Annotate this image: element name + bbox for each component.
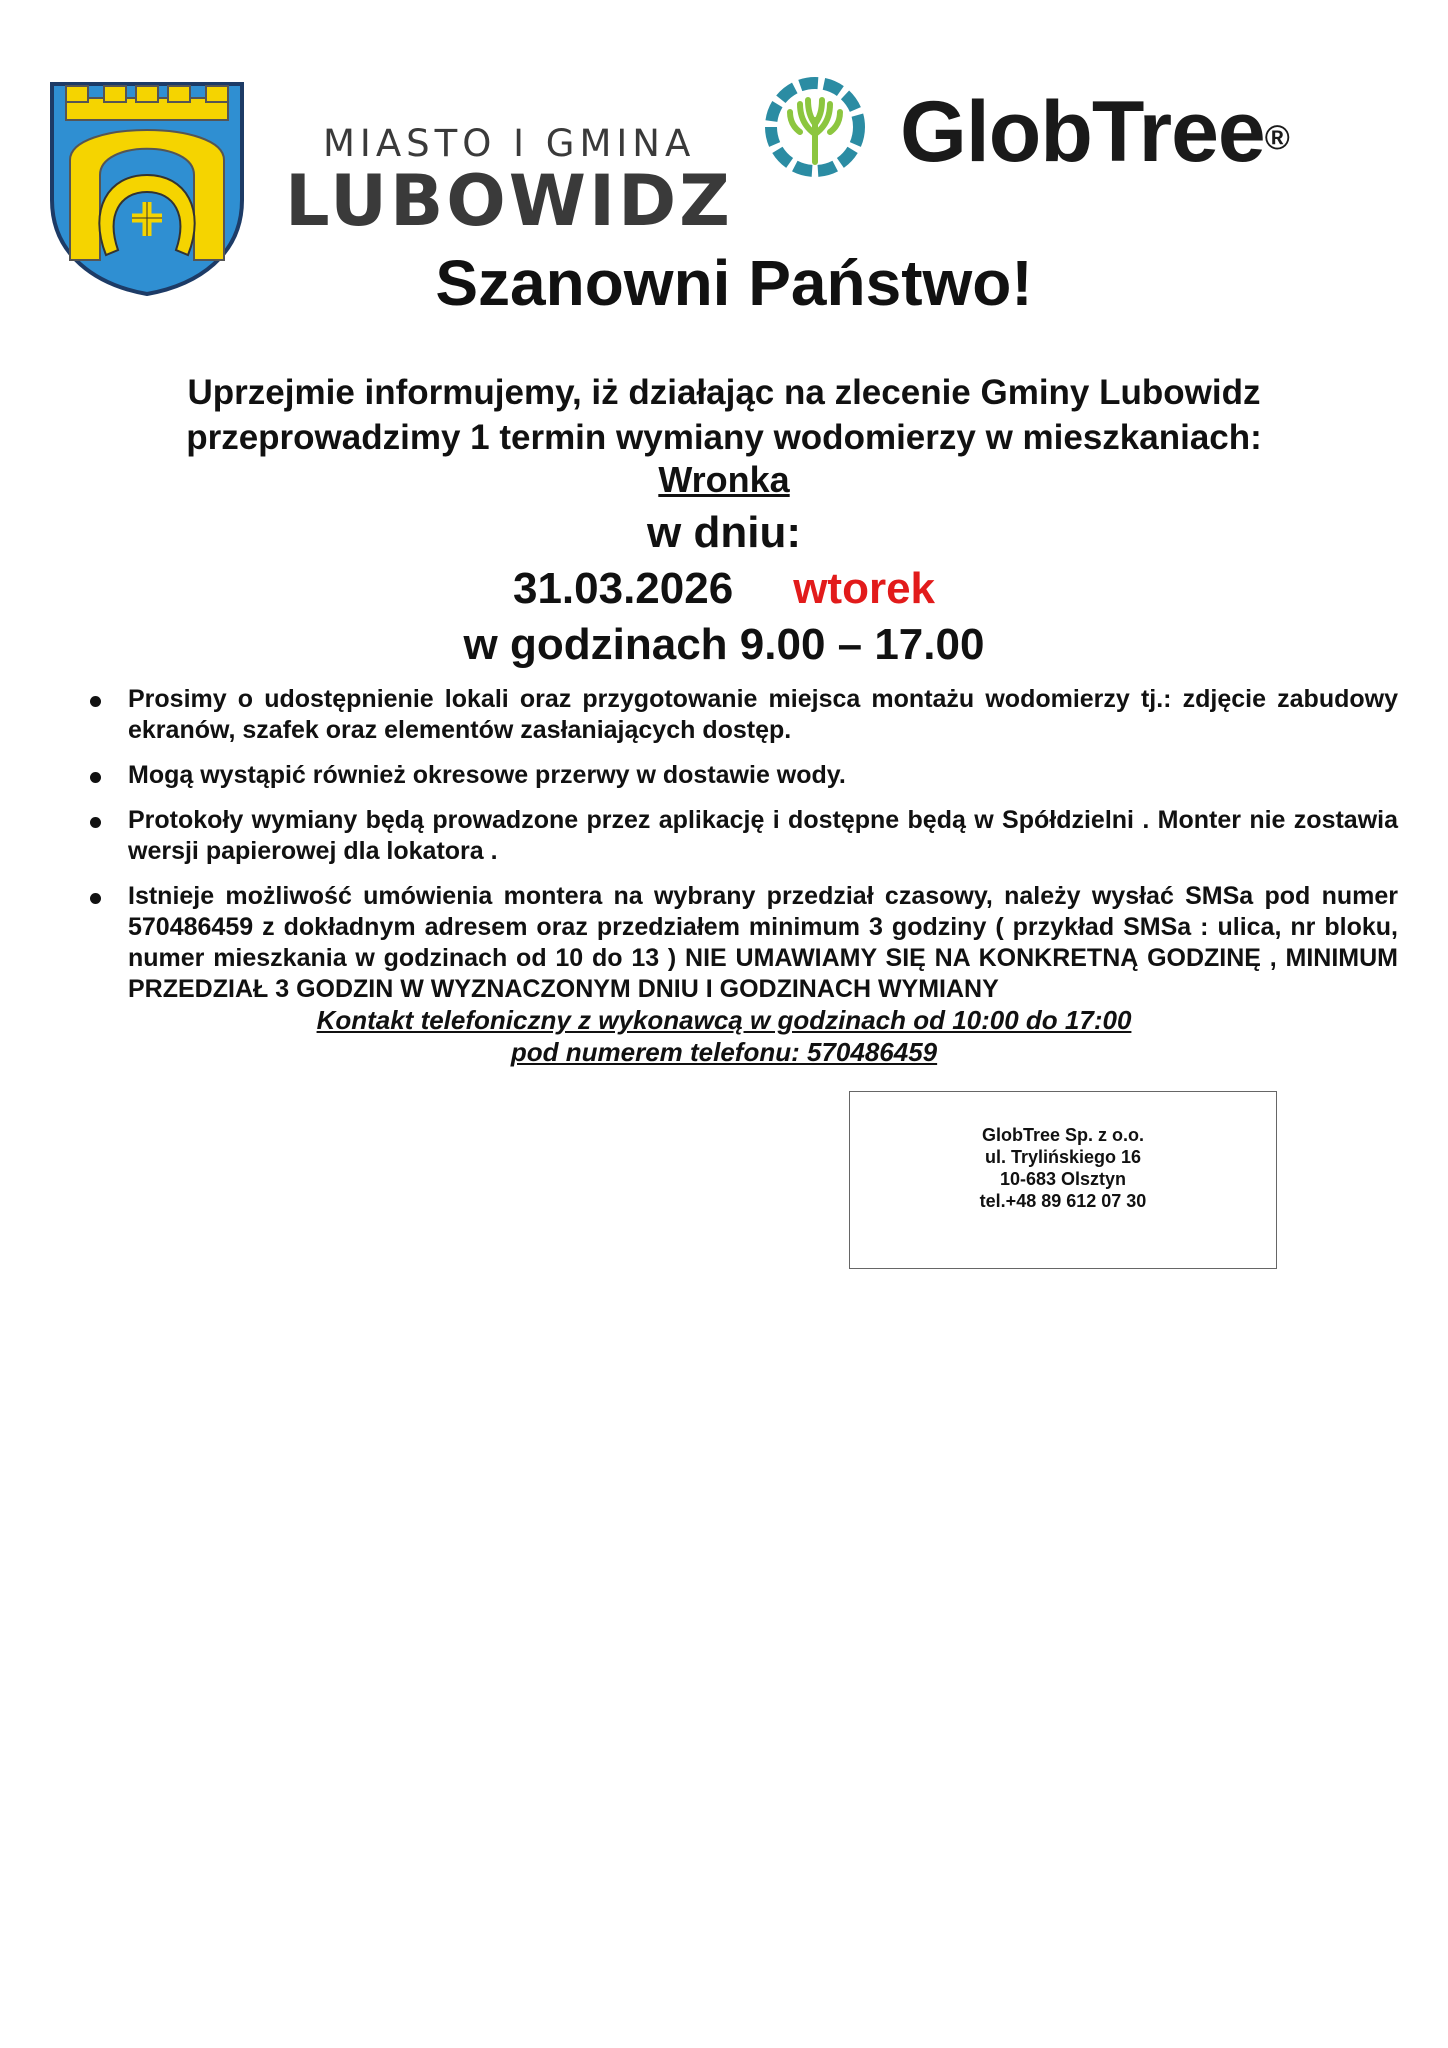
list-item-text: Istnieje możliwość umówienia montera na wybrany przedział czasowy, należy wysłać SMSa pod numer 570486459 z dokładnym adresem oraz przedziałem minimum 3 godziny ( przykład SMSa : ulica, nr bloku, numer mieszkania w godzinach od 10 do 13 ) NIE UMAWIAMY SIĘ NA KONKRETNĄ GODZINĘ , MINIMUM PRZEDZIAŁ 3 GODZIN W WYZNACZONYM DNIU I GODZINACH WYMIANY [128, 882, 1398, 1003]
contact-phone: pod numerem telefonu: 570486459 [510, 1037, 938, 1067]
list-item [88, 760, 1398, 791]
date-value: 31.03.2026 [512, 564, 734, 613]
globtree-wordmark [900, 82, 1289, 182]
date-label: w dniu: [647, 508, 801, 557]
list-item-text: Mogą wystąpić również okresowe przerwy w dostawie wody. [128, 761, 846, 789]
hours: w godzinach 9.00 – 17.00 [463, 620, 985, 669]
location-label: Wronka [658, 459, 790, 500]
company-street: ul. Trylińskiego 16 [984, 1147, 1142, 1167]
date-row [0, 560, 1448, 618]
bullet-icon [90, 893, 101, 904]
city-logo [285, 122, 733, 242]
company-name: GlobTree Sp. z o.o. [981, 1125, 1145, 1145]
page-title: Szanowni Państwo! [435, 247, 1033, 319]
city-logo-line2: LUBOWIDZ [285, 160, 733, 242]
contact-hours: Kontakt telefoniczny z wykonawcą w godzinach od 10:00 do 17:00 [316, 1005, 1132, 1035]
intro-line2: przeprowadzimy 1 termin wymiany wodomierzy w mieszkaniach: [186, 418, 1262, 457]
globtree-name: GlobTree [900, 84, 1265, 180]
intro-text [0, 370, 1448, 460]
registered-mark: ® [1264, 119, 1289, 157]
bullet-icon [90, 696, 101, 707]
list-item-text: Prosimy o udostępnienie lokali oraz przygotowanie miejsca montażu wodomierzy tj.: zdjęcie zabudowy ekranów, szafek oraz elementów zasłaniających dostęp. [128, 685, 1398, 744]
globtree-emblem-icon [760, 72, 870, 182]
company-phone: tel.+48 89 612 07 30 [979, 1191, 1147, 1211]
location-name [0, 458, 1448, 502]
list-item [88, 881, 1398, 1005]
weekday: wtorek [793, 564, 936, 613]
company-city: 10-683 Olsztyn [999, 1169, 1127, 1189]
intro-line1: Uprzejmie informujemy, iż działając na zlecenie Gminy Lubowidz [187, 373, 1261, 412]
list-item [88, 684, 1398, 746]
bullet-icon [90, 817, 101, 828]
bullet-icon [90, 772, 101, 783]
info-list [88, 684, 1398, 1019]
city-logo-line1: MIASTO I GMINA [323, 122, 696, 165]
address-box [849, 1091, 1277, 1269]
list-item-text: Protokoły wymiany będą prowadzone przez aplikację i dostępne będą w Spółdzielni . Monter nie zostawia wersji papierowej dla lokatora . [128, 806, 1398, 865]
list-item [88, 805, 1398, 867]
